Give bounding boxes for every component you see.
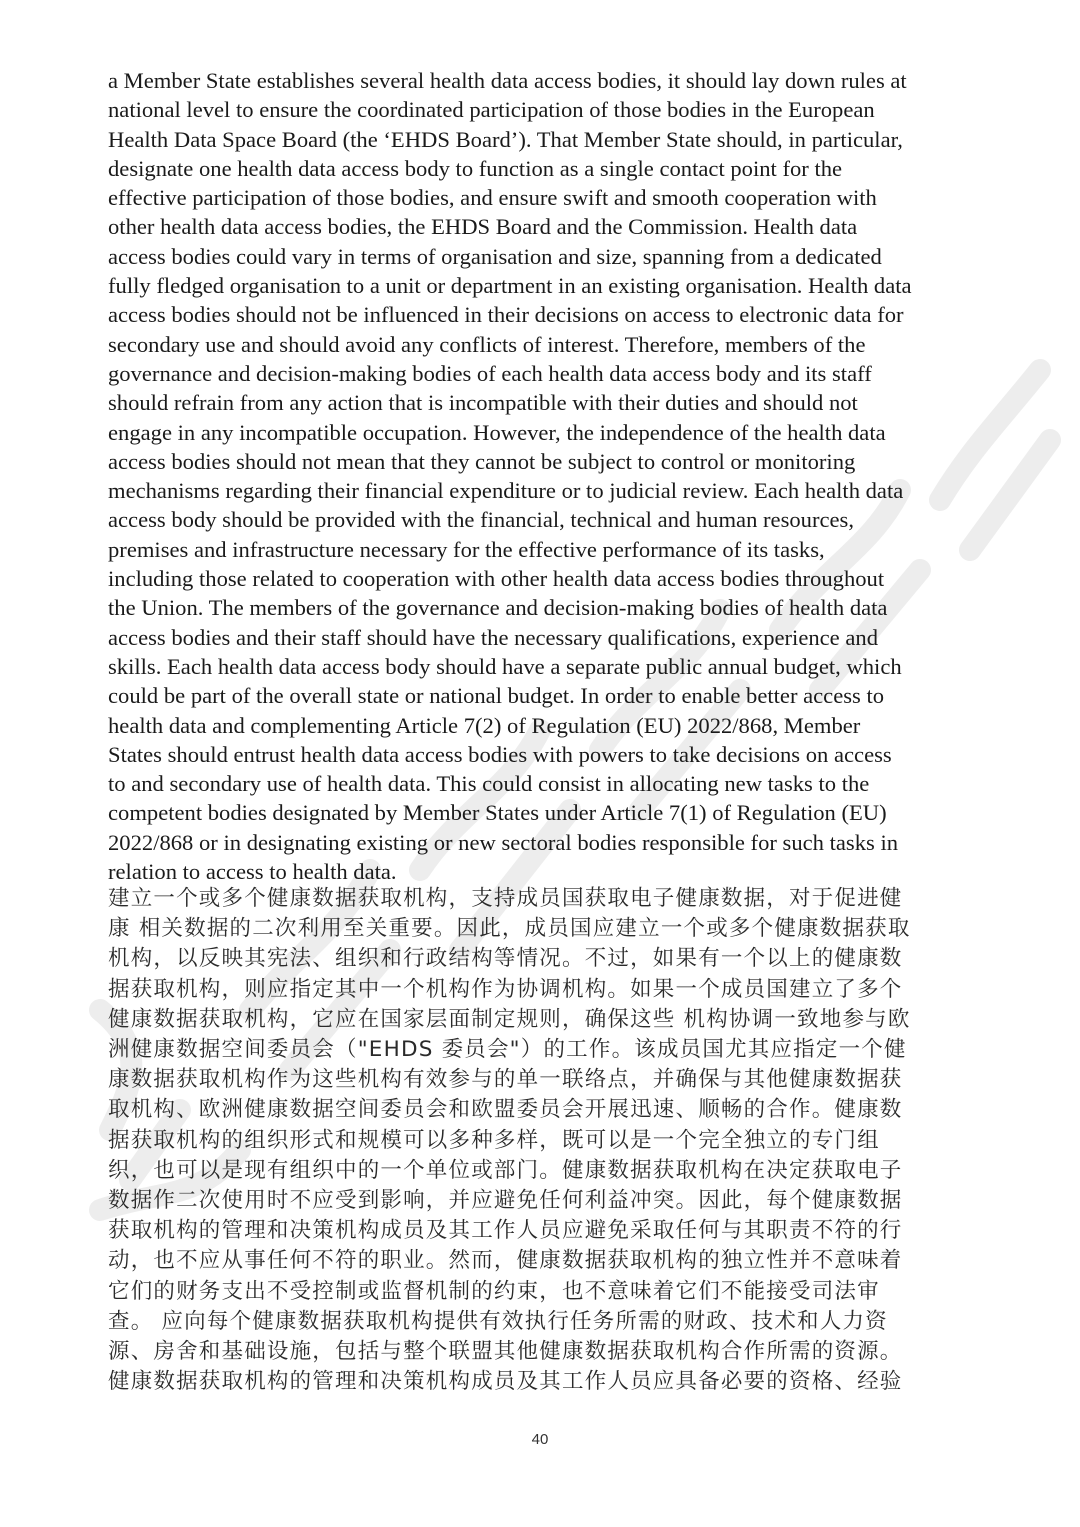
chinese-line: 数据作二次使用时不应受到影响，并应避免任何利益冲突。因此，每个健康数据 [108,1188,903,1214]
english-line: designate one health data access body to function as a single contact point for the [108,155,843,181]
chinese-paragraph [108,884,1013,1397]
chinese-line: 据获取机构，则应指定其中一个机构作为协调机构。如果一个成员国建立了多个 [108,976,903,1002]
english-line: Health Data Space Board (the ‘EHDS Board’). That Member State should, in particular, [108,126,903,152]
english-line: mechanisms regarding their financial expenditure or to judicial review. Each health data [108,478,904,504]
english-line: 2022/868 or in designating existing or new sectoral bodies responsible for such tasks in [108,829,899,855]
english-line: engage in any incompatible occupation. However, the independence of the health data [108,419,886,445]
english-line: governance and decision-making bodies of each health data access body and its staff [108,360,872,386]
chinese-line: 源、房舍和基础设施，包括与整个联盟其他健康数据获取机构合作所需的资源。 [108,1339,903,1365]
english-line: including those related to cooperation with other health data access bodies throughout [108,566,885,592]
english-line: effective participation of those bodies, and ensure swift and smooth cooperation with [108,185,877,211]
chinese-line: 健康数据获取机构的管理和决策机构成员及其工作人员应具备必要的资格、经验 [108,1369,903,1395]
english-line: access bodies should not mean that they cannot be subject to control or monitoring [108,448,856,474]
english-line: fully fledged organisation to a unit or department in an existing organisation. Health data [108,273,912,299]
english-line: could be part of the overall state or national budget. In order to enable better access to [108,683,885,709]
chinese-line: 机构，以反映其宪法、组织和行政结构等情况。不过，如果有一个以上的健康数 [108,946,903,972]
english-line: States should entrust health data access bodies with powers to take decisions on access [108,741,892,767]
english-line: access body should be provided with the financial, technical and human resources, [108,507,854,533]
english-line: premises and infrastructure necessary for the effective performance of its tasks, [108,536,825,562]
chinese-line: 获取机构的管理和决策机构成员及其工作人员应避免采取任何与其职责不符的行 [108,1218,903,1244]
english-paragraph [108,66,1013,886]
chinese-line: 织，也可以是现有组织中的一个单位或部门。健康数据获取机构在决定获取电子 [108,1157,903,1183]
chinese-line: 建立一个或多个健康数据获取机构，支持成员国获取电子健康数据，对于促进健 [108,886,903,911]
chinese-line: 据获取机构的组织形式和规模可以多种多样，既可以是一个完全独立的专门组 [108,1127,880,1153]
chinese-line: 它们的财务支出不受控制或监督机制的约束，也不意味着它们不能接受司法审 [108,1278,880,1304]
english-line: relation to access to health data. [108,859,397,885]
chinese-line: 康数据获取机构作为这些机构有效参与的单一联络点，并确保与其他健康数据获 [108,1067,903,1093]
english-line: to and secondary use of health data. This could consist in allocating new tasks to the [108,771,870,797]
chinese-line: 动，也不应从事任何不符的职业。然而，健康数据获取机构的独立性并不意味着 [108,1248,903,1274]
english-line: access bodies and their staff should have the necessary qualifications, experience and [108,624,878,650]
english-line: skills. Each health data access body should have a separate public annual budget, which [108,653,902,679]
chinese-line: 健康数据获取机构，它应在国家层面制定规则，确保这些 机构协调一致地参与欧 [108,1006,911,1032]
english-line: competent bodies designated by Member States under Article 7(1) of Regulation (EU) [108,800,887,826]
english-line: access bodies could vary in terms of organisation and size, spanning from a dedicated [108,243,882,269]
english-line: secondary use and should avoid any conflicts of interest. Therefore, members of the [108,331,866,357]
chinese-line: 查。 应向每个健康数据获取机构提供有效执行任务所需的财政、技术和人力资 [108,1308,888,1334]
english-line: national level to ensure the coordinated participation of those bodies in the European [108,97,875,123]
chinese-line: 取机构、欧洲健康数据空间委员会和欧盟委员会开展迅速、顺畅的合作。健康数 [108,1097,903,1123]
chinese-line: 洲健康数据空间委员会（"EHDS 委员会"）的工作。该成员国尤其应指定一个健 [108,1037,907,1063]
english-line: health data and complementing Article 7(2) of Regulation (EU) 2022/868, Member [108,712,861,738]
english-line: should refrain from any action that is incompatible with their duties and should not [108,390,858,416]
chinese-line: 康 相关数据的二次利用至关重要。因此，成员国应建立一个或多个健康数据获取 [108,916,911,942]
english-line: other health data access bodies, the EHDS Board and the Commission. Health data [108,214,858,240]
english-line: a Member State establishes several health data access bodies, it should lay down rules at [108,68,907,93]
english-line: access bodies should not be influenced in their decisions on access to electronic data for [108,302,904,328]
english-line: the Union. The members of the governance and decision-making bodies of health data [108,595,888,621]
page-number: 40 [531,1431,549,1448]
